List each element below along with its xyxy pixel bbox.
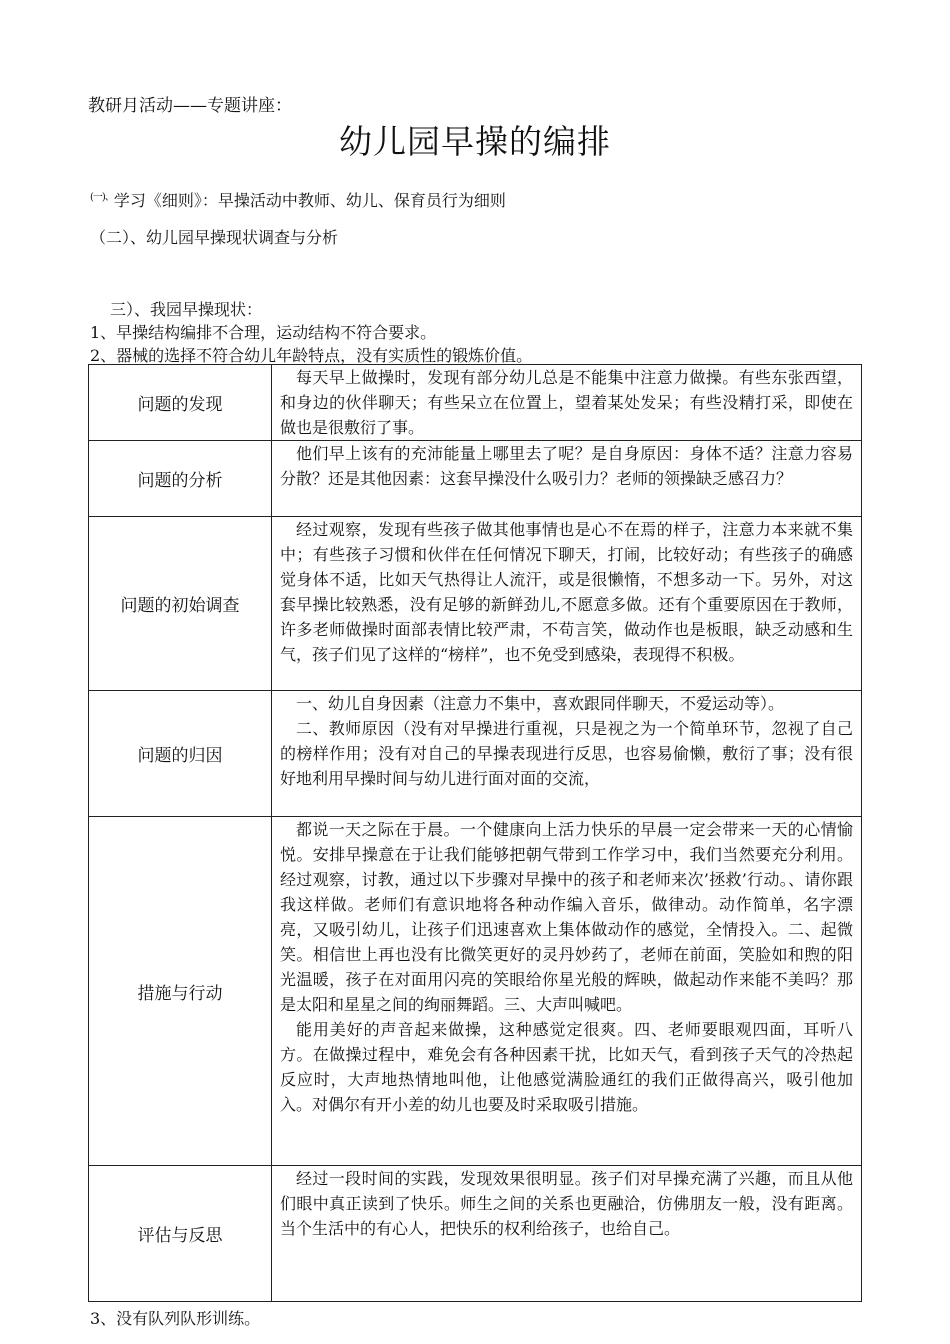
- row-paragraph: 一、幼儿自身因素（注意力不集中，喜欢跟同伴聊天，不爱运动等）。: [296, 694, 785, 713]
- section-1-text: 学习《细则》：早操活动中教师、幼儿、保育员行为细则: [113, 191, 506, 210]
- row-paragraph: 都说一天之际在于晨。一个健康向上活力快乐的早晨一定会带来一天的心情愉悦。安排早操意在于让我们能够把朝气带到工作学习中，我们当然要充分利用。经过观察，讨教，通过以下步骤对早操中的孩子和老师来次’拯救’行动。、请你跟我这样做。老师们有意识地将各种动作编入音乐，做律动。动作简单，名字漂亮，又吸引幼儿，让孩子们迅速喜欢上集体做动作的感觉，全情投入。二、起微笑。相信世上再也没有比微笑更好的灵丹妙药了，老师在前面，笑脸如和煦的阳光温暖，孩子在对面用闪亮的笑眼给你星光般的辉映，做起动作来能不美吗？那是太阳和星星之间的绚丽舞蹈。三、大声叫喊吧。: [280, 820, 853, 1014]
- section-1-mark: (一)、: [90, 192, 114, 203]
- table-row: [89, 817, 862, 1166]
- section-3-heading: 三）、我园早操现状：: [110, 300, 263, 319]
- row-paragraph: 他们早上该有的充沛能量上哪里去了呢？是自身原因：身体不适？注意力容易分散？还是其他因素：这套早操没什么吸引力？老师的领操缺乏感召力？: [280, 444, 853, 488]
- document-header: 教研月活动——专题讲座：: [88, 96, 292, 116]
- table-row: [89, 691, 862, 817]
- row-paragraph: 能用美好的声音起来做操，这种感觉定很爽。四、老师要眼观四面，耳听八方。在做操过程中，难免会有各种因素干扰，比如天气，看到孩子天气的冷热起反应时，大声地热情地叫他，让他感觉满脸通红的我们正做得高兴，吸引他加入。对偶尔有开小差的幼儿也要及时采取吸引措施。: [280, 1020, 853, 1114]
- table-row: [89, 517, 862, 691]
- row-label: 问题的分析: [89, 441, 272, 517]
- row-label: 问题的归因: [89, 691, 272, 817]
- row-label: 措施与行动: [89, 817, 272, 1166]
- table-row: [89, 365, 862, 441]
- section-2-heading: （二）、幼儿园早操现状调查与分析: [90, 228, 339, 247]
- row-label: 问题的初始调查: [89, 517, 272, 691]
- row-paragraph: 经过观察，发现有些孩子做其他事情也是心不在焉的样子，注意力本来就不集中；有些孩子习惯和伙伴在任何情况下聊天，打闹，比较好动；有些孩子的确感觉身体不适，比如天气热得让人流汗，或是很懒惰，不想多动一下。另外，对这套早操比较熟悉，没有足够的新鲜劲儿,不愿意多做。还有个重要原因在于教师，许多老师做操时面部表情比较严肃，不苟言笑，做动作也是板眼，缺乏动感和生气，孩子们见了这样的“榜样”，也不免受到感染，表现得不积极。: [280, 520, 853, 664]
- document-title: 幼儿园早操的编排: [339, 122, 611, 161]
- list-item: 1、早操结构编排不合理，运动结构不符合要求。: [90, 323, 437, 342]
- row-label: 评估与反思: [89, 1166, 272, 1302]
- row-paragraph: 经过一段时间的实践，发现效果很明显。孩子们对早操充满了兴趣，而且从他们眼中真正读到了快乐。师生之间的关系也更融洽，仿佛朋友一般，没有距离。当个生活中的有心人，把快乐的权利给孩子，也给自己。: [280, 1169, 853, 1238]
- row-paragraph: 每天早上做操时，发现有部分幼儿总是不能集中注意力做操。有些东张西望，和身边的伙伴聊天；有些呆立在位置上，望着某处发呆；有些没精打采，即使在做也是很敷衍了事。: [280, 368, 853, 437]
- row-content: [272, 365, 862, 441]
- row-content: [272, 817, 862, 1166]
- section-1-heading: [90, 188, 506, 211]
- list-item: 3、没有队列队形训练。: [90, 1309, 261, 1328]
- list-item: 2、器械的选择不符合幼儿年龄特点，没有实质性的锻炼价值。: [90, 346, 533, 365]
- row-content: [272, 441, 862, 517]
- row-content: [272, 691, 862, 817]
- row-label: 问题的发现: [89, 365, 272, 441]
- row-content: [272, 517, 862, 691]
- analysis-table: [88, 364, 862, 1302]
- table-row: [89, 441, 862, 517]
- table-row: [89, 1166, 862, 1302]
- row-paragraph: 二、教师原因（没有对早操进行重视，只是视之为一个简单环节，忽视了自己的榜样作用；没有对自己的早操表现进行反思，也容易偷懒，敷衍了事；没有很好地利用早操时间与幼儿进行面对面的交流，: [280, 719, 853, 788]
- row-content: [272, 1166, 862, 1302]
